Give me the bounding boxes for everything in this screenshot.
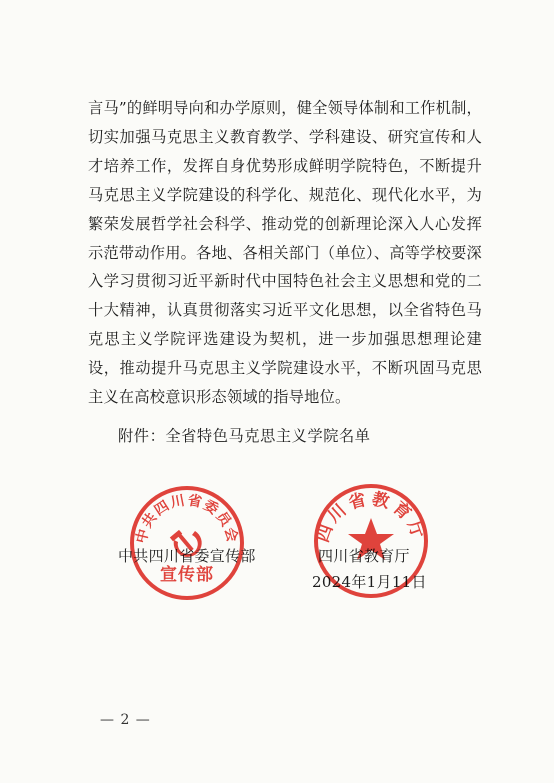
party-committee-seal [128, 484, 246, 602]
attachment-line: 附件：全省特色马克思主义学院名单 [118, 427, 371, 445]
education-department-seal [312, 482, 430, 600]
signature-right-org: 四川省教育厅 [318, 547, 410, 565]
signature-left-org: 中共四川省委宣传部 [118, 547, 256, 565]
seal-right-top-text: 四川省教育厅 [312, 489, 430, 545]
body-paragraph: 言马”的鲜明导向和办学原则，健全领导体制和工作机制，切实加强马克思主义教育教学、学科建设、研究宣传和人才培养工作，发挥自身优势形成鲜明学院特色，不断提升马克思主义学院建设的科学化、规范化、现代化水平，为繁荣发展哲学社会科学、推动党的创新理论深入人心发挥示范带动作用。各地、各相关部门（单位）、高等学校要深入学习贯彻习近平新时代中国特色社会主义思想和党的二十大精神，认真贯彻落实习近平文化思想，以全省特色马克思主义学院评选建设为契机，进一步加强思想理论建设，推动提升马克思主义学院建设水平，不断巩固马克思主义在高校意识形态领域的指导地位。 [88, 99, 482, 407]
seal-left-bottom-text: 宣传部 [160, 565, 214, 585]
page-number: — 2 — [100, 712, 151, 728]
body-text [88, 94, 482, 412]
hammer-sickle-icon [170, 530, 202, 557]
seal-left-top-text: 中共四川省委员会 [133, 492, 241, 545]
signature-date: 2024年1月11日 [312, 573, 427, 591]
star-icon [348, 518, 394, 560]
